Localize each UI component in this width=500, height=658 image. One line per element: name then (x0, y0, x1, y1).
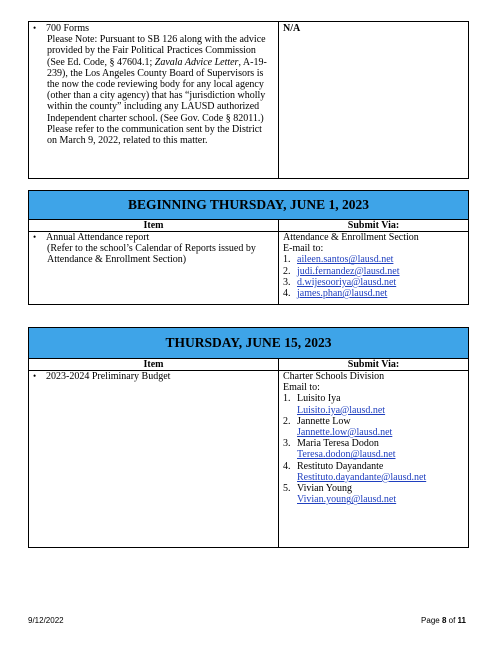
june15-table (28, 327, 469, 548)
email-link[interactable]: aileen.santos@lausd.net (297, 254, 394, 266)
contact-name: Maria Teresa Dodon (297, 438, 379, 450)
june15-header-row (29, 359, 468, 371)
footer-date: 9/12/2022 (28, 616, 64, 625)
email-link[interactable]: Teresa.dodon@lausd.net (297, 449, 396, 461)
june1-item-cell (29, 232, 279, 305)
june15-submit-sub: Email to: (283, 382, 320, 394)
page-prefix: Page (421, 616, 442, 625)
list-num: 4. (283, 460, 291, 472)
email-link[interactable]: Vivian.young@lausd.net (297, 494, 397, 506)
forms-submit-value: N/A (283, 23, 301, 34)
june15-col-submit: Submit Via: (347, 359, 400, 370)
june1-col-submit: Submit Via: (347, 220, 400, 231)
email-link[interactable]: Jannette.low@lausd.net (297, 427, 393, 439)
bullet-icon: • (33, 371, 37, 381)
contact-name: Luisito Iya (297, 393, 341, 405)
list-num: 1. (283, 393, 291, 405)
june15-title: THURSDAY, JUNE 15, 2023 (165, 335, 332, 350)
list-item (283, 438, 468, 460)
email-link[interactable]: d.wijesooriya@lausd.net (297, 276, 397, 288)
bullet-icon: • (33, 232, 37, 242)
june1-item-note: (Refer to the school’s Calendar of Reports issued by Attendance & Enrollment Section) (47, 243, 256, 266)
june1-submit-sub: E-mail to: (283, 243, 324, 255)
june1-submit-heading: Attendance & Enrollment Section (283, 232, 419, 243)
june15-data-row (29, 371, 468, 548)
june1-table (28, 190, 469, 305)
list-item (283, 393, 468, 415)
list-item (283, 461, 468, 483)
forms-submit-cell (279, 22, 468, 178)
list-item (283, 266, 468, 277)
page-total: 11 (457, 616, 466, 625)
june1-banner (29, 191, 468, 220)
list-num: 2. (283, 265, 291, 277)
forms-note-part-b: , A-19-239), the Los Angeles County Board of Supervisors is the now the code reviewing body for any local agency (other than a city agency) that has “jurisdiction wholly within the county” including any LAUSD authorized Independent charter school. (See Gov. Code § 82011.) Please refer to the communication sent by the District on March 9, 2022, related to this matter. (47, 56, 267, 147)
june15-item: 2023-2024 Preliminary Budget (46, 371, 171, 382)
june15-banner (29, 328, 468, 359)
page-number: 8 (441, 616, 447, 625)
email-link[interactable]: Restituto.dayandante@lausd.net (297, 471, 427, 483)
contact-name: Jannette Low (297, 415, 351, 427)
bullet-icon: • (33, 23, 37, 33)
page-of: of (446, 616, 458, 625)
june1-col-item: Item (29, 220, 279, 231)
june1-submit-cell (279, 232, 468, 305)
contact-name: Restituto Dayandante (297, 460, 384, 472)
june15-contact-list (283, 393, 468, 505)
email-link[interactable]: judi.fernandez@lausd.net (297, 265, 400, 277)
forms-item-title: 700 Forms (46, 23, 90, 34)
list-num: 4. (283, 288, 291, 300)
june15-col-item: Item (29, 359, 279, 370)
list-num: 3. (283, 438, 291, 450)
contact-name: Vivian Young (297, 483, 352, 495)
list-item (283, 288, 468, 299)
june15-item-cell (29, 371, 279, 548)
list-item (283, 277, 468, 288)
list-item (283, 416, 468, 438)
email-link[interactable]: Luisito.iya@lausd.net (297, 404, 386, 416)
june1-data-row (29, 232, 468, 305)
june15-submit-heading: Charter Schools Division (283, 371, 385, 382)
footer-page (421, 616, 466, 625)
june15-submit-cell (279, 371, 468, 548)
june1-item: Annual Attendance report (46, 232, 150, 243)
email-link[interactable]: james.phan@lausd.net (297, 288, 388, 300)
list-num: 5. (283, 483, 291, 495)
forms-item-cell (29, 22, 279, 178)
forms-table (28, 21, 469, 179)
forms-note-italic: Zavala Advice Letter (154, 56, 239, 68)
june1-header-row (29, 220, 468, 232)
list-num: 2. (283, 415, 291, 427)
forms-note (29, 34, 278, 146)
forms-note-part-a: Please Note: Pursuant to SB 126 along with the advice provided by the Fair Political Practices Commission (See Ed. Code, § 47604.1; (47, 34, 266, 68)
list-item (283, 254, 468, 265)
june1-email-list (283, 254, 468, 299)
list-num: 3. (283, 276, 291, 288)
list-num: 1. (283, 254, 291, 266)
list-item (283, 483, 468, 505)
june1-title: BEGINNING THURSDAY, JUNE 1, 2023 (127, 197, 370, 212)
